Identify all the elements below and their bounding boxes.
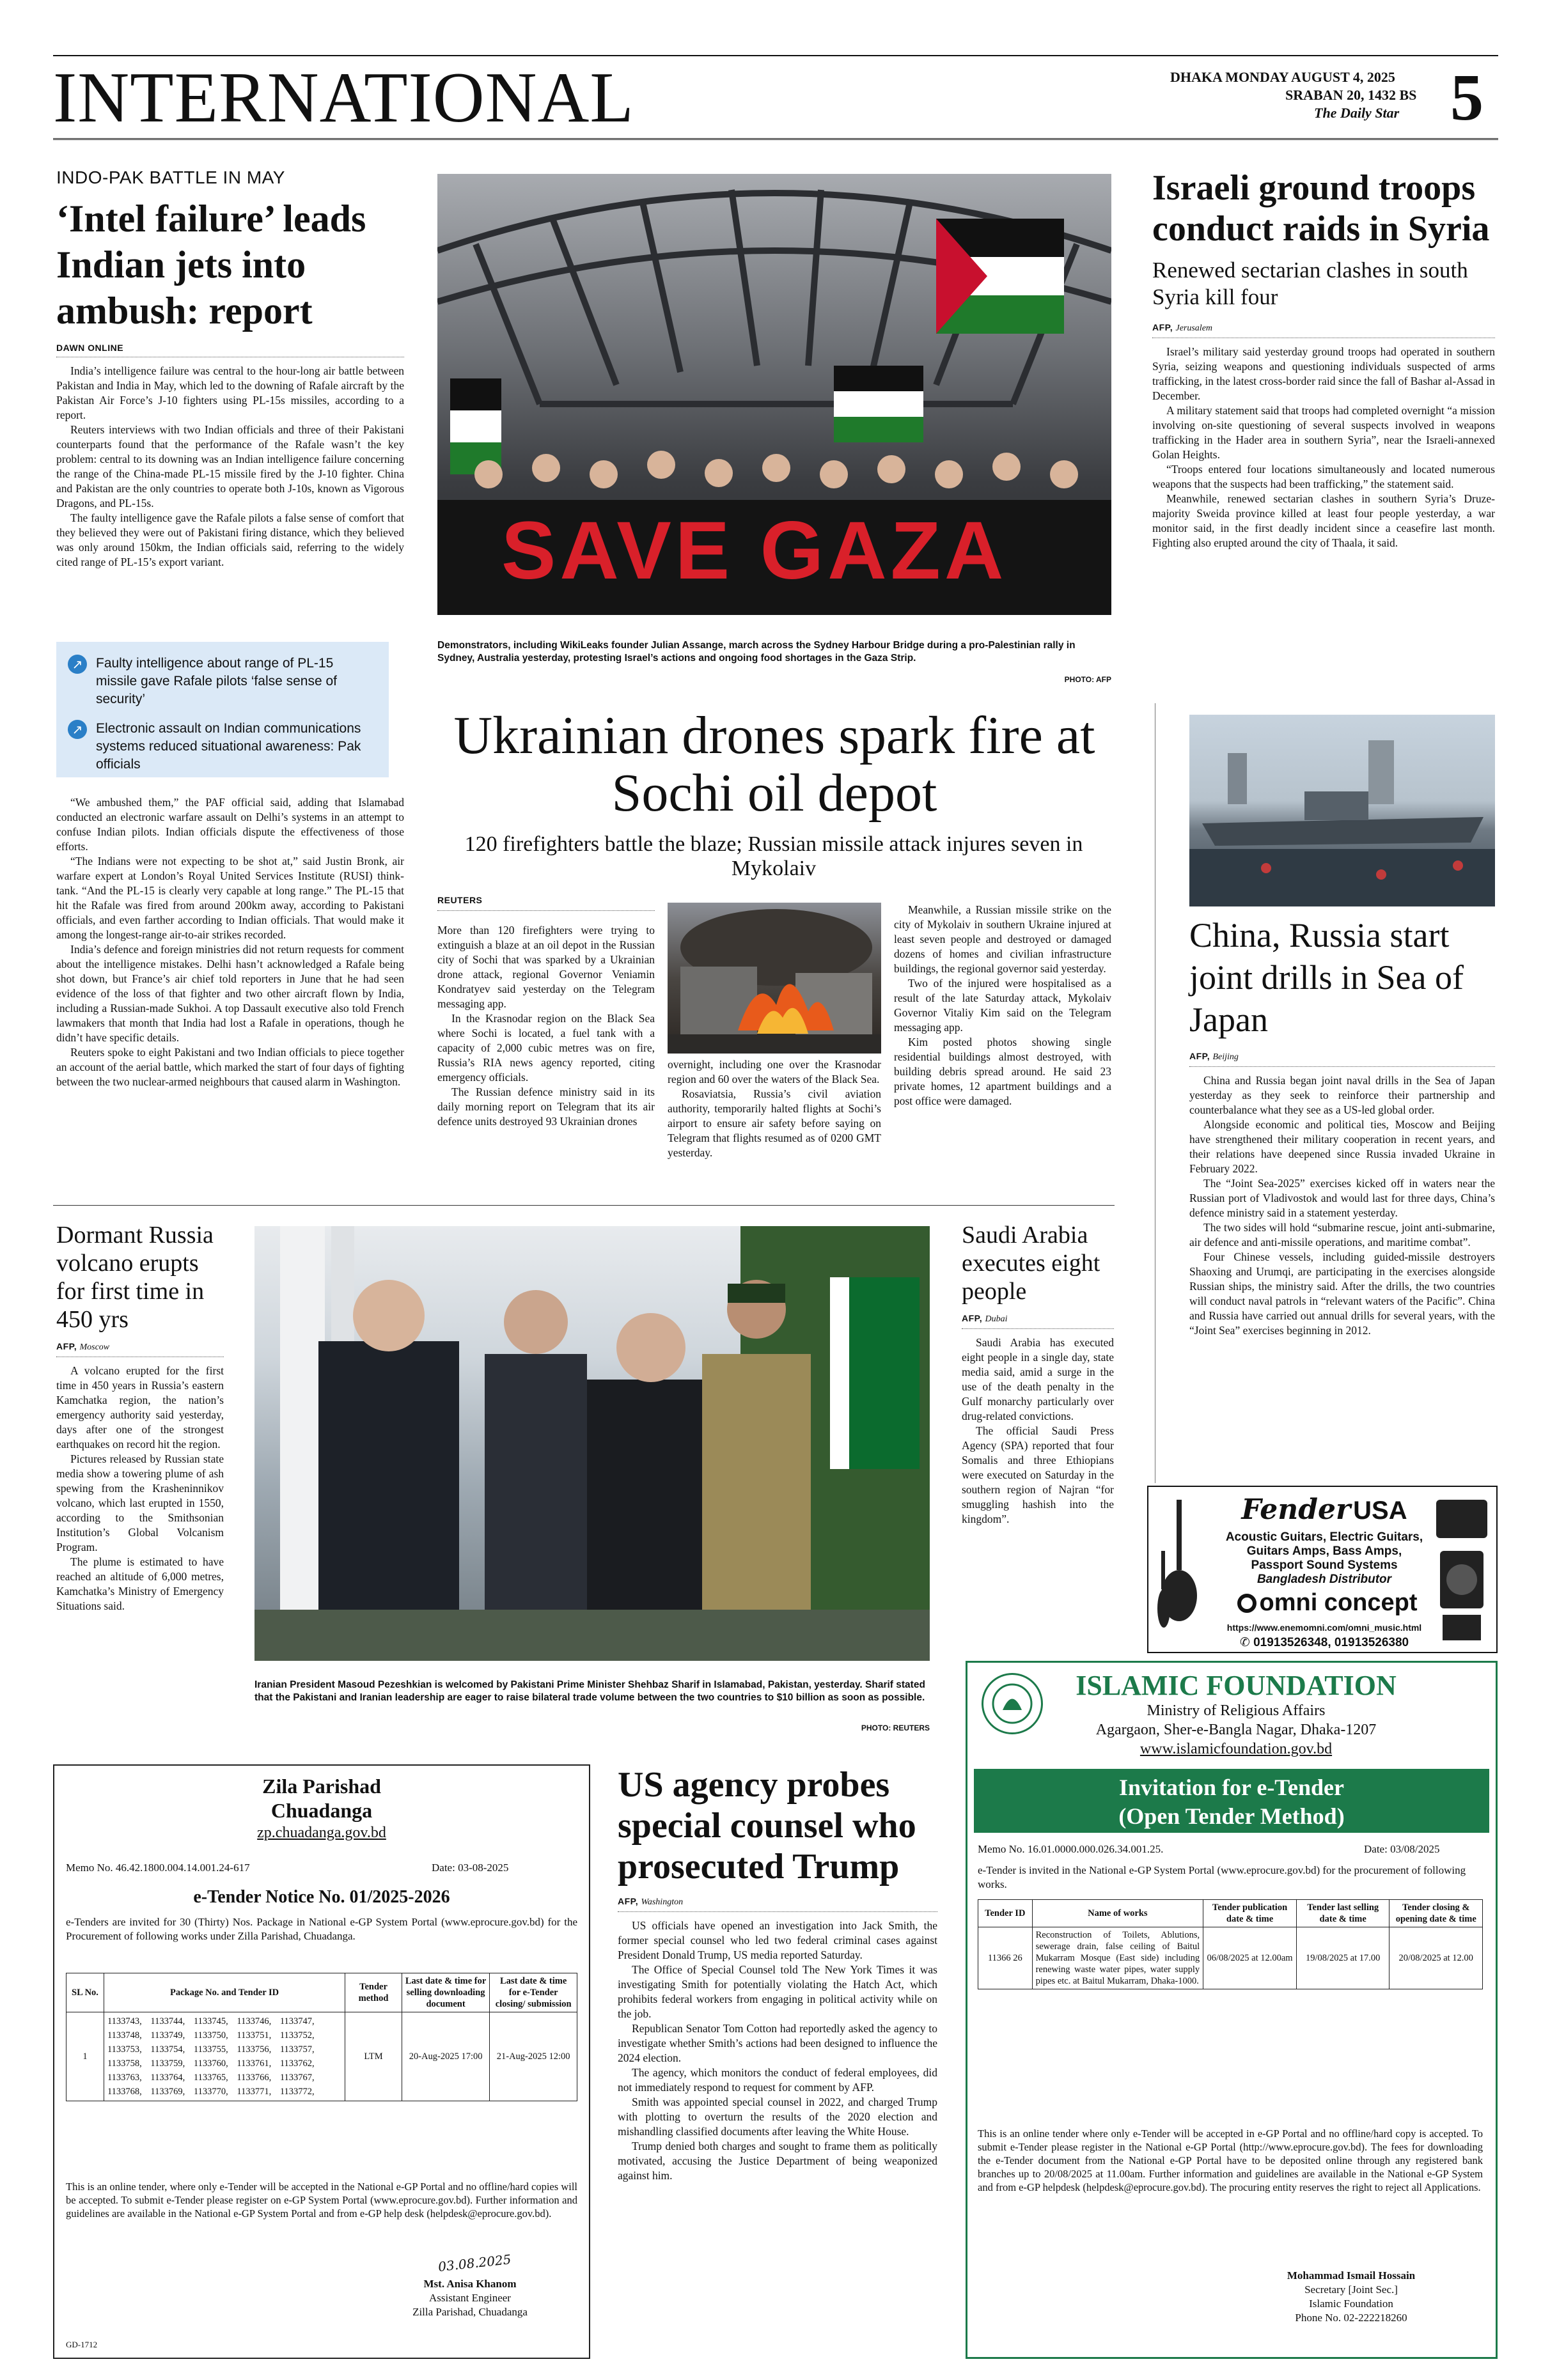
- masthead-rule: [53, 138, 1498, 140]
- saudi-headline: Saudi Arabia executes eight people: [962, 1222, 1100, 1305]
- ad-line: Passport Sound Systems: [1251, 1559, 1398, 1572]
- table-cell: LTM: [345, 2012, 402, 2101]
- fender-logo: Fender: [1241, 1493, 1351, 1526]
- zila-signature: 03.08.2025: [437, 2252, 512, 2275]
- zila-intro: e-Tenders are invited for 30 (Thirty) Nos. Package in National e-GP System Portal (www.eprocure.gov.bd) for the Procurement of following works under Zilla Parishad, Chuadanga.: [66, 1916, 577, 1942]
- table-cell: 19/08/2025 at 17.00: [1296, 1927, 1390, 1989]
- column-header: Last date & time for e-Tender closing/ submission: [490, 1973, 577, 2012]
- highlight-item: [68, 655, 377, 708]
- table-cell: Reconstruction of Toilets, Ablutions, sewerage drain, false ceiling of Baitul Mukarram Mosque (East side) including renewing waste water pipes, water supply pipes etc. at Baitul Mukarram, Dhaka-1000.: [1032, 1927, 1203, 1989]
- table-cell: 20/08/2025 at 12.00: [1390, 1927, 1483, 1989]
- highlight-text: Electronic assault on Indian communications systems reduced situational awareness: Pak officials: [96, 721, 361, 772]
- byline-rule: [962, 1328, 1114, 1329]
- byline-agency: AFP,: [1189, 1051, 1210, 1061]
- trump-body: [618, 1918, 937, 2183]
- paragraph: Republican Senator Tom Cotton had reportedly asked the agency to investigate whether Smith’s actions had been designed to influence the 2024 election.: [618, 2022, 937, 2064]
- paragraph: Four Chinese vessels, including guided-missile destroyers Shaoxing and Urumqi, are participating in the exercises alongside Russian ships, the ministry said. After the drills, the two countries will conduct naval patrols in “relevant waters of the Pacific”. China and Russia have carried out annual drills for several years, with the “Joint Sea” exercises beginning in 2012.: [1189, 1250, 1495, 1337]
- zila-memo: Memo No. 46.42.1800.004.14.001.24-617: [66, 1862, 250, 1874]
- table-cell: 06/08/2025 at 12.00am: [1203, 1927, 1297, 1989]
- amp-icon: [1436, 1500, 1487, 1640]
- paragraph: “Troops entered four locations simultaneously and located numerous weapons that the suspects had been trafficking,” the statement said.: [1152, 463, 1495, 490]
- signer-org: Zilla Parishad, Chuadanga: [412, 2306, 528, 2318]
- ad-url: https://www.enemomni.com/omni_music.html: [1226, 1622, 1422, 1633]
- paragraph: Saudi Arabia has executed eight people in a single day, state media said, amid a surge in the use of the death penalty in the Gulf monarchy particularly over drug-related convictions.: [962, 1336, 1114, 1422]
- column-header: Tender method: [345, 1973, 402, 2012]
- intel-body-top: [56, 364, 404, 570]
- table-cell: 1: [67, 2012, 104, 2101]
- omni-logo: [1225, 1589, 1430, 1617]
- ad-line: Guitars Amps, Bass Amps,: [1246, 1544, 1402, 1558]
- omni-circle-icon: [1237, 1594, 1256, 1613]
- signer-phone: Phone No. 02-222218260: [1295, 2312, 1407, 2324]
- paragraph: “The Indians were not expecting to be shot at,” said Justin Bronk, air warfare expert at London’s Royal United Services Institute (RUSI) think-tank. “And the PL-15 is clearly very capable at long range.” The PL-15 that hit the Rafale was fired from around 200km away, according to Pakistani officials, and even farther according to Indian officials. That would make it among the longest-range air-to-air strikes recorded.: [56, 855, 404, 941]
- paragraph: The plume is estimated to have reached an altitude of 6,000 metres, Kamchatka’s Ministry of Emergency Situations said.: [56, 1555, 224, 1612]
- china-russia-body: [1189, 1073, 1495, 1338]
- highlight-item: [68, 720, 377, 774]
- table-cell: 11366 26: [978, 1927, 1033, 1989]
- china-russia-article: [1189, 914, 1495, 1338]
- fender-lines: [1212, 1530, 1436, 1587]
- gaza-caption: Demonstrators, including WikiLeaks founder Julian Assange, march across the Sydney Harbour Bridge during a pro-Palestinian rally in Sydney, Australia yesterday, protesting Israel’s actions and ongoing food shortages in the Gaza Strip.: [437, 640, 1076, 664]
- islamic-ministry: Ministry of Religious Affairs: [1147, 1702, 1326, 1719]
- sochi-fire-photo: [668, 903, 881, 1054]
- byline-dateline: Dubai: [985, 1314, 1008, 1324]
- column-header: SL No.: [67, 1973, 104, 2012]
- islamic-intro: e-Tender is invited in the National e-GP System Portal (www.eprocure.gov.bd) for the procurement of following works.: [978, 1864, 1466, 1890]
- paragraph: The faulty intelligence gave the Rafale pilots a false sense of comfort that they believed they were out of Pakistani firing distance, which they believed was only around 150km, the Indian officials said, referring to the widely cited range of PL-15’s export variant.: [56, 511, 404, 568]
- islamic-website: www.islamicfoundation.gov.bd: [1139, 1741, 1333, 1757]
- column-header: Package No. and Tender ID: [104, 1973, 345, 2012]
- iran-pakistan-photo: [254, 1226, 930, 1661]
- phone-icon: ✆: [1239, 1635, 1250, 1649]
- paragraph: Reuters interviews with two Indian officials and three of their Pakistani counterparts found that the performance of the Rafale wasn’t the key problem: central to its downing was an Indian intelligence failure concerning the range of the China-made PL-15 missile fired by the J-10 fighter. China and Pakistan are the only countries to operate both J-10s, known as Vigorous Dragons, and PL-15s.: [56, 423, 404, 509]
- sochi-headline: Ukrainian drones spark fire at Sochi oil depot: [453, 706, 1095, 823]
- intel-body-bottom: [56, 795, 404, 1089]
- paragraph: The two sides will hold “submarine rescue, joint anti-submarine, air defence and anti-missile operations, and maritime combat”.: [1189, 1221, 1495, 1248]
- table-row: [978, 1927, 1483, 1989]
- byline-agency: AFP,: [962, 1313, 983, 1323]
- meeting-drawing: [254, 1226, 930, 1661]
- ship-drawing: [1189, 715, 1495, 906]
- signer-title: Secretary [Joint Sec.]: [1304, 2283, 1398, 2296]
- byline-agency: AFP,: [1152, 322, 1173, 332]
- ad-line: Acoustic Guitars, Electric Guitars,: [1225, 1530, 1423, 1544]
- column-header: Tender publication date & time: [1203, 1900, 1297, 1927]
- paragraph: Rosaviatsia, Russia’s civil aviation authority, temporarily halted flights at Sochi’s airport to ensure air safety before saying on Telegram that flights resumed as of 0200 GMT yesterday.: [668, 1087, 881, 1159]
- table-row: [67, 2012, 577, 2101]
- intel-kicker: INDO-PAK BATTLE IN MAY: [56, 167, 285, 187]
- byline-dateline: Moscow: [79, 1342, 110, 1352]
- paragraph: The “Joint Sea-2025” exercises kicked off in waters near the Russian port of Vladivostok and would last for three days, China’s defence ministry said in a statement yesterday.: [1189, 1177, 1495, 1219]
- paragraph: China and Russia began joint naval drills in the Sea of Japan yesterday as they seek to reinforce their partnership and counterbalance what they see as a US-led global order.: [1189, 1074, 1495, 1116]
- byline-rule: [618, 1911, 937, 1912]
- paragraph: overnight, including one over the Krasnodar region and 60 over the waters of the Black Sea.: [668, 1058, 881, 1085]
- ad-phones: [1206, 1635, 1443, 1650]
- paragraph: More than 120 firefighters were trying to extinguish a blaze at an oil depot in the Russian city of Sochi that was sparked by a Ukrainian drone attack, regional Governor Veniamin Kondratyev said yesterday on the Telegram messaging app.: [437, 924, 655, 1010]
- signer-name: Mohammad Ismail Hossain: [1287, 2269, 1416, 2282]
- signer-title: Assistant Engineer: [429, 2292, 511, 2304]
- zila-tender-table: [66, 1973, 577, 2101]
- highlight-text: Faulty intelligence about range of PL-15 missile gave Rafale pilots ‘false sense of security’: [96, 656, 338, 706]
- table-cell: 1133743, 1133744, 1133745, 1133746, 1133747, 1133748, 1133749, 1133750, 1133751, 1133752, 1133753, 1133754, 1133755, 1133756, 1133757, 1133758, 1133759, 1133760, 1133761, 1133762, 1133763, 1133764, 1133765, 1133766, 1133767, 1133768, 1133769, 1133770, 1133771, 1133772,: [104, 2012, 345, 2101]
- iran-caption: Iranian President Masoud Pezeshkian is welcomed by Pakistani Prime Minister Shehbaz Sharif in Islamabad, Pakistan, yesterday. Sharif stated that the Pakistani and Iranian leadership are eager to raise bilateral trade volume between the two countries to $10 billion as soon as possible.: [254, 1679, 925, 1703]
- china-russia-byline: [1189, 1051, 1495, 1062]
- paragraph: A military statement said that troops had completed overnight “a mission involving on-site questioning of several suspects involved in weapons trafficking in the Hader area in southern Syria”, near the Israeli-annexed Golan Heights.: [1152, 404, 1495, 461]
- table-header-row: [67, 1973, 577, 2012]
- signer-org: Islamic Foundation: [1309, 2298, 1393, 2310]
- paragraph: Pictures released by Russian state media show a towering plume of ash spewing from the Krasheninnikov volcano, which last erupted in 1550, according to the Smithsonian Institution’s Global Volcanism Program.: [56, 1452, 224, 1553]
- intel-headline: ‘Intel failure’ leads Indian jets into ambush: report: [56, 198, 366, 332]
- table-cell: 21-Aug-2025 12:00: [490, 2012, 577, 2101]
- paper-name: The Daily Star: [1314, 105, 1400, 121]
- paragraph: Alongside economic and political ties, Moscow and Beijing have strengthened their military cooperation in recent years, and their relations have deepened since Russia invaded Ukraine in February 2022.: [1189, 1118, 1495, 1175]
- paragraph: Reuters spoke to eight Pakistani and two Indian officials to piece together an account of the aerial battle, which marked the start of four days of fighting between the two nuclear-armed neighbours that caused alarm in Washington.: [56, 1046, 404, 1088]
- gaza-credit: PHOTO: AFP: [1064, 675, 1111, 684]
- intel-byline: DAWN ONLINE: [56, 343, 124, 353]
- byline-agency: AFP,: [618, 1896, 639, 1906]
- volcano-headline: Dormant Russia volcano erupts for first time in 450 yrs: [56, 1222, 214, 1333]
- sochi-subhead: 120 firefighters battle the blaze; Russian missile attack injures seven in Mykolaiv: [464, 832, 1083, 880]
- column-header: Tender closing & opening date & time: [1390, 1900, 1483, 1927]
- volcano-body: [56, 1364, 224, 1614]
- table-header-row: [978, 1900, 1483, 1927]
- date-line: DHAKA MONDAY AUGUST 4, 2025: [1170, 69, 1395, 85]
- byline-dateline: Jerusalem: [1175, 323, 1213, 333]
- paragraph: India’s defence and foreign ministries did not return requests for comment about the intelligence mistakes. Delhi hasn’t acknowledged a Rafale being shot down, but France’s air chief told reporters in June that he had seen evidence of the loss of that fighter and two other aircraft flown by India, including a Russian-made Sukhoi. A top Dassault executive also told French lawmakers that month that India had lost a Rafale in operations, though he didn’t have specific details.: [56, 943, 404, 1044]
- zila-notice-title: e-Tender Notice No. 01/2025-2026: [193, 1887, 450, 1907]
- sochi-col3: [894, 903, 1111, 1108]
- byline-rule: [1189, 1066, 1495, 1067]
- islamic-date: Date: 03/08/2025: [1364, 1843, 1440, 1855]
- banner-text: SAVE GAZA: [501, 505, 1008, 596]
- gaza-photo: [437, 174, 1111, 615]
- syria-article: [1152, 167, 1495, 550]
- byline-dateline: Beijing: [1212, 1052, 1239, 1062]
- byline-rule: [437, 910, 655, 911]
- volcano-article: [56, 1221, 224, 1614]
- islamic-org: ISLAMIC FOUNDATION: [1076, 1670, 1397, 1701]
- table-cell: 20-Aug-2025 17:00: [402, 2012, 489, 2101]
- saudi-byline: [962, 1313, 1114, 1325]
- saudi-body: [962, 1335, 1114, 1527]
- column-header: Tender ID: [978, 1900, 1033, 1927]
- paragraph: India’s intelligence failure was central to the hour-long air battle between Pakistan and India in May, which led to the downing of Rafale aircraft by the Pakistan Air Force’s J-10 fighters using PL-15s missiles, according to a report.: [56, 364, 404, 421]
- trump-article: [618, 1764, 937, 2183]
- paragraph: A volcano erupted for the first time in 450 years in Russia’s eastern Kamchatka region, the nation’s emergency authority said yesterday, days after one of the strongest earthquakes on record hit the region.: [56, 1364, 224, 1451]
- page-number: 5: [1450, 61, 1483, 134]
- section-rule: [53, 1205, 1115, 1206]
- guitar-icon: [1157, 1500, 1202, 1640]
- trump-headline: US agency probes special counsel who prosecuted Trump: [618, 1765, 916, 1886]
- paragraph: Israel’s military said yesterday ground troops had operated in southern Syria, seizing weapons and questioning individuals suspected of arms trafficking, in the latest cross-border raid since the fall of Bashar al-Assad in December.: [1152, 345, 1495, 402]
- fender-brand: [1219, 1493, 1430, 1526]
- section-title: INTERNATIONAL: [53, 58, 634, 137]
- paragraph: The agency, which monitors the conduct of federal employees, did not immediately respond to request for comment by AFP.: [618, 2066, 937, 2094]
- top-rule: [53, 55, 1498, 56]
- phone-numbers: 01913526348, 01913526380: [1253, 1636, 1409, 1649]
- syria-headline: Israeli ground troops conduct raids in Syria: [1152, 168, 1490, 249]
- sochi-byline: REUTERS: [437, 895, 483, 905]
- zila-signature-block: [361, 2277, 579, 2319]
- intel-article: [56, 167, 404, 570]
- islamic-address: Agargaon, Sher-e-Bangla Nagar, Dhaka-1207: [1095, 1722, 1377, 1738]
- zila-parishad-tender: [53, 1764, 590, 2359]
- omni-name: omni concept: [1259, 1589, 1418, 1616]
- china-russia-headline: China, Russia start joint drills in Sea of Japan: [1189, 916, 1464, 1039]
- fender-ad: [1147, 1486, 1498, 1653]
- tender-title-bar: [974, 1769, 1489, 1833]
- paragraph: US officials have opened an investigation into Jack Smith, the former special counsel who led two federal criminal cases against President Donald Trump, US media reported Saturday.: [618, 1919, 937, 1961]
- paragraph: The Office of Special Counsel told The New York Times it was investigating Smith for potentially violating the Hatch Act, which prohibits federal workers from engaging in political activity while on the job.: [618, 1963, 937, 2020]
- naval-photo: [1189, 715, 1495, 906]
- ad-line: Bangladesh Distributor: [1256, 1573, 1392, 1586]
- syria-body: [1152, 345, 1495, 550]
- paragraph: Kim posted photos showing single residential buildings almost destroyed, with building debris spread around. He said 23 private homes, 12 apartment buildings and a post office were damaged.: [894, 1036, 1111, 1107]
- paragraph: The Russian defence ministry said in its daily morning report on Telegram that its air defence units destroyed 93 Ukrainian drones: [437, 1085, 655, 1128]
- paragraph: Meanwhile, a Russian missile strike on the city of Mykolaiv in southern Ukraine injured at least seven people and destroyed or damaged dozens of homes and civilian infrastructure buildings, the regional governor said yesterday.: [894, 903, 1111, 975]
- islamic-note: This is an online tender where only e-Tender will be accepted in e-GP Portal and no offline/hard copy is accepted. To submit e-Tender please register in the National e-GP Portal (http://www.eprocure.gov.bd). The fees for downloading the e-Tender document from the National e-GP Portal have to be deposited online through any registered bank branches up to 20/08/2025 at 11.00am. Further information and guidelines are available in the National e-GP System and from e-GP helpdesk (helpdesk@eprocure.gov.bd). The procuring entity reserves the right to reject all Applications.: [978, 2127, 1483, 2193]
- syria-byline: [1152, 322, 1495, 334]
- syria-subhead: Renewed sectarian clashes in south Syria kill four: [1152, 258, 1468, 309]
- paragraph: Two of the injured were hospitalised as a result of the late Saturday attack, Mykolaiv Governor Vitaliy Kim said on the Telegram messaging app.: [894, 977, 1111, 1034]
- column-header: Tender last selling date & time: [1296, 1900, 1390, 1927]
- byline-agency: AFP,: [56, 1341, 77, 1351]
- fire-drawing: [668, 903, 881, 1054]
- saudi-article: [962, 1221, 1114, 1527]
- zila-note: This is an online tender, where only e-Tender will be accepted in the National e-GP Portal and no offline/hard copies will be accepted. To submit e-Tender please register on e-GP System Portal (www.eprocure.gov.bd). Further information and guidelines are available in the National e-GP System Portal and from e-GP help desk (helpdesk@eprocure.gov.bd).: [66, 2181, 577, 2220]
- volcano-byline: [56, 1341, 224, 1353]
- islamic-memo: Memo No. 16.01.0000.000.026.34.001.25.: [978, 1843, 1164, 1855]
- fender-suffix: USA: [1353, 1497, 1407, 1525]
- paragraph: “We ambushed them,” the PAF official said, adding that Islamabad conducted an electronic warfare assault on Delhi’s systems in an attempt to confuse Indian pilots. Indian officials dispute the effectiveness of those efforts.: [56, 796, 404, 853]
- signer-name: Mst. Anisa Khanom: [423, 2278, 517, 2290]
- zila-code: GD-1712: [66, 2340, 98, 2349]
- zila-website: zp.chuadanga.gov.bd: [257, 1824, 386, 1841]
- paragraph: Trump denied both charges and sought to frame them as politically motivated, accusing the Justice Department of being weaponized against him.: [618, 2140, 937, 2182]
- iran-credit: PHOTO: REUTERS: [861, 1723, 930, 1732]
- islamic-foundation-seal: [982, 1673, 1043, 1734]
- islamic-tender-table: [978, 1899, 1483, 1989]
- sochi-col2: [668, 1057, 881, 1160]
- arrow-icon: ↗: [68, 655, 87, 674]
- tender-title: Invitation for e-Tender: [1118, 1775, 1344, 1800]
- intel-highlights: [56, 642, 389, 777]
- trump-byline: [618, 1896, 937, 1908]
- arrow-icon: ↗: [68, 720, 87, 739]
- islamic-foundation-tender: [966, 1661, 1498, 2359]
- column-header: Name of works: [1032, 1900, 1203, 1927]
- paragraph: In the Krasnodar region on the Black Sea where Sochi is located, a fuel tank with a capacity of 2,000 cubic metres was on fire, Russia’s RIA news agency reported, citing emergency officials.: [437, 1012, 655, 1084]
- zila-district: Chuadanga: [270, 1799, 373, 1822]
- paragraph: Smith was appointed special counsel in 2022, and charged Trump with plotting to overturn the results of the 2020 election and mishandling classified documents after leaving the White House.: [618, 2096, 937, 2138]
- bangla-date: SRABAN 20, 1432 BS: [1285, 87, 1417, 103]
- sochi-col1: [437, 923, 655, 1129]
- zila-date: Date: 03-08-2025: [432, 1862, 509, 1874]
- column-header: Last date & time for selling downloading document: [402, 1973, 489, 2012]
- paragraph: The official Saudi Press Agency (SPA) reported that four Somalis and three Ethiopians were executed on Saturday in the southern region of Najran “for smuggling hashish into the kingdom”.: [962, 1424, 1114, 1525]
- islamic-signature-block: [1236, 2269, 1466, 2325]
- paragraph: Meanwhile, renewed sectarian clashes in southern Syria’s Druze-majority Sweida province killed at least four people yesterday, a war monitor said, in the first deadly incident since a ceasefire last month. Fighting also erupted around the city of Thaala, it said.: [1152, 492, 1495, 549]
- zila-org: Zila Parishad: [262, 1775, 381, 1798]
- tender-subtitle: (Open Tender Method): [1118, 1803, 1345, 1829]
- byline-dateline: Washington: [641, 1897, 684, 1907]
